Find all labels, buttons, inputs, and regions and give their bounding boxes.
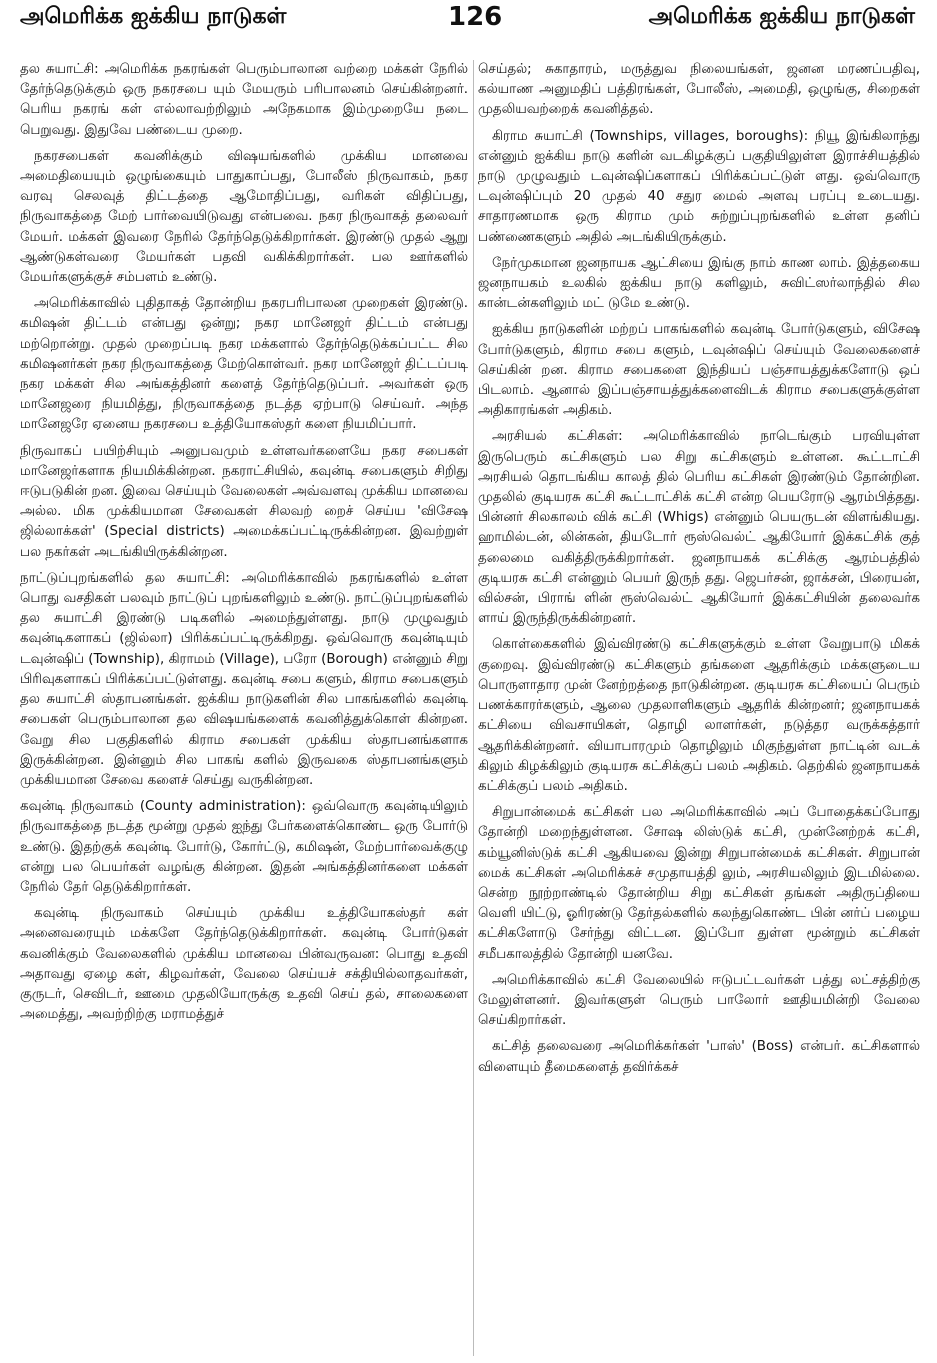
- paragraph: கொள்கைகளில் இவ்விரண்டு கட்சிகளுக்கும் உள்ள வேறுபாடு மிகக் குறைவு. இவ்விரண்டு கட்சிகளும் தங்களை ஆதரிக்கும் மக்களுடைய பொருளாதார முன் னேற்றத்தை நாடுகின்றன. குடியரசு கட்சியைப் பெரும் பணக்காரர்களும், ஆலை முதலாளிகளும் ஆதரிக் கின்றனர்; ஜனநாயகக் கட்சியை விவசாயிகள், தொழி லாளர்கள், நடுத்தர வருக்கத்தார் ஆதரிக்கின்றனர். வியாபாரமும் தொழிலும் மிகுந்துள்ள நாட்டின் வடக் கிலும் கிழக்கிலும் குடியரசு கட்சிக்குப் பலம் அதிகம். தெற்கில் ஜனநாயகக் கட்சிக்குப் பலம் அதிகம்.: [478, 637, 920, 794]
- paragraph: அமெரிக்காவில் புதிதாகத் தோன்றிய நகரபரிபாலன முறைகள் இரண்டு. கமிஷன் திட்டம் என்பது ஒன்று; நகர மானேஜர் திட்டம் என்பது மற்றொன்று. முதல் முறைப்படி நகர மக்களால் தேர்ந்தெடுக்கப்பட்ட சில கமிஷனர்கள் நகர நிருவாகத்தை மேற்கொள்வர். நகர மானேஜர் திட்டப்படி நகர மக்கள் சில அங்கத்தினர் களைத் தேர்ந்தெடுப்பர். அவர்கள் ஒரு மானேஜரை நியமித்து, நிருவாகத்தை நடத்த ஏற்பாடு செய்வர். அந்த மானேஜரே ஏனைய நகரசபை உத்தியோகஸ்தர் களை நியமிப்பார்.: [20, 296, 468, 433]
- paragraph: செய்தல்; சுகாதாரம், மருத்துவ நிலையங்கள், ஜனன மரணப்பதிவு, கல்யாண அனுமதிப் பத்திரங்கள், போலீஸ், அமைதி, ஒழுங்கு, சிறைகள் முதலியவற்றைக் கவனித்தல்.: [478, 62, 920, 118]
- running-title-left: அமெரிக்க ஐக்கிய நாடுகள்: [20, 4, 287, 29]
- paragraph: நிருவாகப் பயிற்சியும் அனுபவமும் உள்ளவர்களையே நகர சபைகள் மானேஜர்களாக நியமிக்கின்றன. நகராட்சியில், கவுன்டி சபைகளும் சிறிது ஈடுபடுகின் றன. இவை செய்யும் வேலைகள் அவ்வளவு முக்கிய மானவை அல்ல. மிக முக்கியமான சேவைகள் சிலவற் றைச் செய்ய 'விசேஷ ஜில்லாக்கள்' (Special districts) அமைக்கப்பட்டிருக்கின்றன. இவற்றுள் பல நகர்கள் அடங்கியிருக்கின்றன.: [20, 443, 468, 560]
- paragraph: அமெரிக்காவில் கட்சி வேலையில் ஈடுபட்டவர்கள் பத்து லட்சத்திற்கு மேலுள்ளனர். இவர்களுள் பெரும் பாலோர் ஊதியமின்றி வேலை செய்கிறார்கள்.: [478, 972, 920, 1029]
- paragraph: நகரசபைகள் கவனிக்கும் விஷயங்களில் முக்கிய மானவை அமைதியையும் ஒழுங்கையும் பாதுகாப்பது, போலீஸ் நிருவாகம், நகர வரவு செலவுத் திட்டத்தை ஆமோதிப்பது, வரிகள் விதிப்பது, நிருவாகத்தை மேற் பார்வையிடுவது என்பவை. நகர நிருவாகத் தலைவர் மேயர். மக்கள் இவரை நேரில் தேர்ந்தெடுக்கிறார்கள். இரண்டு முதல் ஆறு ஆண்டுகள்வரை மேயர்கள் பதவி வகிக்கிறார்கள். பல ஊர்களில் மேயர்களுக்குச் சம்பளம் உண்டு.: [20, 148, 468, 286]
- paragraph: கவுன்டி நிருவாகம் செய்யும் முக்கிய உத்தியோகஸ்தர் கள் அனைவரையும் மக்களே தேர்ந்தெடுக்கிறார்கள். கவுன்டி போர்டுகள் கவனிக்கும் வேலைகளில் முக்கிய மானவை பின்வருவன: பொது உதவி அதாவது ஏழை கள், கிழவர்கள், வேலை செய்யச் சக்தியில்லாதவர்கள், குருடர், செவிடர், ஊமை முதலியோருக்கு உதவி செய் தல், சாலைகளை அமைத்து, அவற்றிற்கு மராமத்துச்: [20, 906, 468, 1023]
- paragraph: கவுன்டி நிருவாகம் (County administration): ஒவ்வொரு கவுன்டியிலும் நிருவாகத்தை நடத்த மூன்று முதல் ஐந்து பேர்களைக்கொண்ட ஒரு போர்டு உண்டு. இதற்குக் கவுன்டி போர்டு, கோர்ட்டு, கமிஷன், மேற்பார்வைக்குழு என்று பல பெயர்கள் வழங்கு கின்றன. இதன் அங்கத்தினர்களை மக்கள் நேரில் தேர் தெடுக்கிறார்கள்.: [20, 799, 468, 895]
- page-number: 126: [448, 2, 503, 32]
- running-title-right: அமெரிக்க ஐக்கிய நாடுகள்: [648, 4, 915, 29]
- paragraph: நாட்டுப்புறங்களில் தல சுயாட்சி: அமெரிக்காவில் நகரங்களில் உள்ள பொது வசதிகள் பலவும் நாட்டுப் புறங்களிலும் உண்டு. நாட்டுப்புறங்களில் தல சுயாட்சி இரண்டு படிகளில் அமைந்துள்ளது. நாடு முழுவதும் கவுன்டிகளாகப் (ஜில்லா) பிரிக்கப்பட்டிருக்கிறது. ஒவ்வொரு கவுன்டியும் டவுன்ஷிப் (Township), கிராமம் (Village), பரோ (Borough) என்னும் சிறு பிரிவுகளாகப் பிரிக்கப்பட்டுள்ளது. கவுன்டி சபை களும், கிராம சபைகளும் தல சுயாட்சி ஸ்தாபனங்கள். ஐக்கிய நாடுகளின் சில பாகங்களில் கவுன்டி சபைகள் பெரும்பாலான தல விஷயங்களைக் கவனித்துக்கொள் கின்றன. வேறு சில பகுதிகளில் கிராம சபைகள் முக்கிய ஸ்தாபனங்களாக இருக்கின்றன. இன்னும் சில பாகங் களில் இருவகை ஸ்தாபனங்களும் முக்கியமான சேவை களைச் செய்து வருகின்றன.: [20, 570, 468, 788]
- column-divider: [473, 60, 474, 1356]
- paragraph: தல சுயாட்சி: அமெரிக்க நகரங்கள் பெரும்பாலான வற்றை மக்கள் நேரில் தேர்ந்தெடுக்கும் ஒரு நகரசபை யும் மேயரும் பரிபாலனம் செய்கின்றனர். பெரிய நகரங் கள் எல்லாவற்றிலும் அநேகமாக இம்முறையே நடை பெறுவது. இதுவே பண்டைய முறை.: [20, 62, 468, 138]
- page-header: [0, 0, 937, 48]
- right-column: [478, 60, 920, 1360]
- paragraph: ஐக்கிய நாடுகளின் மற்றப் பாகங்களில் கவுன்டி போர்டுகளும், விசேஷ போர்டுகளும், கிராம சபை களும், டவுன்ஷிப் செய்யும் வேலைகளைச் செய்கின் றன. கிராம சபைகளை இந்தியப் பஞ்சாயத்துக்களோடு ஒப் பிடலாம். ஆனால் இப்பஞ்சாயத்துக்களைவிடக் கிராம சபைகளுக்குள்ள அதிகாரங்கள் அதிகம்.: [478, 322, 920, 419]
- paragraph: அரசியல் கட்சிகள்: அமெரிக்காவில் நாடெங்கும் பரவியுள்ள இருபெரும் கட்சிகளும் பல சிறு கட்சிகளும் உள்ளன. கூட்டாட்சி அரசியல் தொடங்கிய காலத் தில் பெரிய கட்சிகள் இரண்டும் தோன்றின. முதலில் குடியரசு கட்சி கூட்டாட்சிக் கட்சி என்ற பெயரோடு ஆரம்பித்தது. பின்னர் சிலகாலம் விக் கட்சி (Whigs) என்னும் பெயருடன் விளங்கியது. ஹாமில்டன், லின்கன், தியடோர் ரூஸ்வெல்ட் ஆகியோர் இக்கட்சிக் குத் தலைமை வகித்திருக்கிறார்கள். ஜனநாயகக் கட்சிக்கு ஆரம்பத்தில் குடியரசு கட்சி என்னும் பெயர் இருந் தது. ஜெபர்சன், ஜாக்சன், பிரையன், வில்சன், பிராங் ளின் ரூஸ்வெல்ட் ஆகியோர் இக்கட்சியின் தலைவர்க ளாய் இருந்திருக்கின்றனர்.: [478, 429, 920, 627]
- paragraph: கட்சித் தலைவரை அமெரிக்கர்கள் 'பாஸ்' (Boss) என்பர். கட்சிகளால் விளையும் தீமைகளைத் தவிர்க்கச்: [478, 1039, 920, 1075]
- paragraph: நேர்முகமான ஜனநாயக ஆட்சியை இங்கு நாம் காண லாம். இத்தகைய ஜனநாயகம் உலகில் ஐக்கிய நாடு களிலும், சுவிட்ஸர்லாந்தில் சில கான்டன்களிலும் மட் டுமே உண்டு.: [478, 255, 920, 312]
- paragraph: சிறுபான்மைக் கட்சிகள் பல அமெரிக்காவில் அப் போதைக்கப்போது தோன்றி மறைந்துள்ளன. சோஷ லிஸ்டுக் கட்சி, முன்னேற்றக் கட்சி, கம்யூனிஸ்டுக் கட்சி ஆகியவை இன்று சிறுபான்மைக் கட்சிகள். சிறுபான் மைக் கட்சிகள் அமெரிக்கச் சமுதாயத்தி லும், அரசியலிலும் இடமில்லை. சென்ற நூற்றாண்டில் தோன்றிய சிறு கட்சிகள் தங்கள் அதிருப்தியை வெளி யிட்டு, ஓரிரண்டு தேர்தல்களில் கலந்துகொண்ட பின் னர்ப் பழைய கட்சிகளோடு சேர்ந்து விட்டன. இப்போ துள்ள மூன்றும் கட்சிகள் சமீபகாலத்தில் தோன்றி யனவே.: [478, 805, 920, 962]
- left-column: [20, 60, 468, 1360]
- paragraph: கிராம சுயாட்சி (Townships, villages, boroughs): நியூ இங்கிலாந்து என்னும் ஐக்கிய நாடு களின் வடகிழக்குப் பகுதியிலுள்ள இராச்சியத்தில் நாடு முழுவதும் டவுன்ஷிப்களாகப் பிரிக்கப்பட்டுள் ளது. ஒவ்வொரு டவுன்ஷிப்பும் 20 முதல் 40 சதுர மைல் அளவு பரப்பு உடையது. சாதாரணமாக ஒரு கிராம மும் சுற்றுப்புறங்களில் உள்ள தனிப் பண்ணைகளும் அதில் அடங்கியிருக்கும்.: [478, 128, 920, 245]
